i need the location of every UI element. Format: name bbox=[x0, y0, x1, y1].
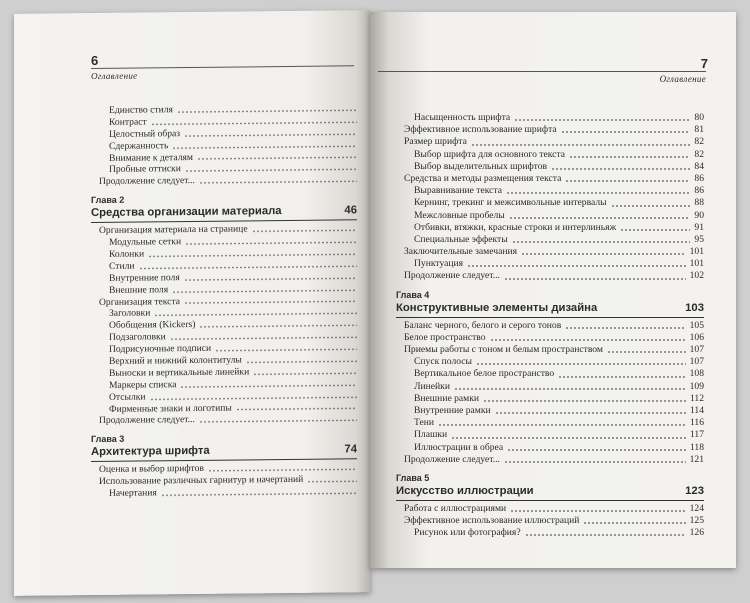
toc-entry-title: Организация текста bbox=[99, 295, 181, 308]
chapter-title-text: Конструктивные элементы дизайна bbox=[396, 301, 598, 314]
chapter-title bbox=[91, 204, 357, 224]
toc-entry-title: Выбор выделительных шрифтов bbox=[414, 160, 548, 172]
toc-entry-page: 117 bbox=[689, 429, 704, 441]
toc-entry-title: Контраст bbox=[109, 116, 147, 128]
toc-entry bbox=[396, 356, 704, 368]
toc-entry-title: Межсловные пробелы bbox=[414, 209, 505, 221]
chapter-label: Глава 2 bbox=[91, 194, 125, 206]
toc-entry bbox=[396, 258, 704, 270]
toc-entry-page: 101 bbox=[689, 246, 704, 258]
toc-entry bbox=[396, 332, 704, 344]
toc-entry-title: Тени bbox=[414, 417, 435, 429]
toc-entry-page: 102 bbox=[689, 270, 704, 282]
leader-dots bbox=[184, 301, 357, 305]
toc-entry bbox=[396, 124, 704, 136]
toc-entry-page: 116 bbox=[689, 417, 704, 429]
toc-entry-title: Приемы работы с тоном и белым пространством bbox=[404, 344, 603, 355]
toc-entry-title: Размер шрифта bbox=[404, 136, 467, 148]
toc-entry bbox=[396, 393, 704, 405]
toc-entry-page: 108 bbox=[689, 368, 704, 380]
toc-entry-page: 114 bbox=[689, 404, 704, 416]
leader-dots bbox=[611, 205, 690, 207]
page-number: 6 bbox=[91, 52, 99, 69]
leader-dots bbox=[569, 156, 690, 158]
toc-entry-page: 101 bbox=[689, 258, 704, 270]
header-rule bbox=[378, 71, 706, 72]
leader-dots bbox=[307, 480, 357, 483]
toc-entry-title: Подрисуночные подписи bbox=[109, 342, 212, 356]
toc-entry bbox=[396, 503, 704, 515]
left-page bbox=[14, 10, 370, 596]
leader-dots bbox=[253, 372, 357, 375]
toc-entry-title: Эффективное использование шрифта bbox=[404, 124, 557, 136]
chapter-title-text: Архитектура шрифта bbox=[91, 445, 210, 459]
leader-dots bbox=[197, 157, 357, 161]
toc-entry-title: Продолжение следует... bbox=[99, 175, 195, 188]
toc-group bbox=[91, 102, 357, 188]
leader-dots bbox=[583, 522, 686, 524]
leader-dots bbox=[184, 277, 357, 281]
toc-entry-title: Эффективное использование иллюстраций bbox=[404, 515, 580, 527]
leader-dots bbox=[246, 360, 357, 363]
toc-entry bbox=[396, 210, 704, 222]
toc-entry-page: 112 bbox=[689, 392, 704, 404]
leader-dots bbox=[495, 412, 686, 414]
leader-dots bbox=[514, 119, 690, 121]
toc-group bbox=[396, 320, 704, 466]
leader-dots bbox=[199, 181, 357, 185]
toc-entry-title: Отбивки, втяжки, красные строки и интерлиньяж bbox=[414, 221, 617, 233]
toc-entry-title: Отсылки bbox=[109, 391, 146, 403]
chapter-page: 123 bbox=[685, 484, 704, 497]
chapter-page: 74 bbox=[344, 443, 357, 456]
toc-entry-title: Продолжение следует... bbox=[404, 270, 500, 282]
toc-entry bbox=[396, 246, 704, 258]
toc-entry-title: Внутренние поля bbox=[109, 271, 180, 284]
leader-dots bbox=[151, 121, 357, 125]
leader-dots bbox=[551, 168, 690, 170]
running-head: Оглавление bbox=[91, 70, 138, 82]
toc-entry-title: Верхний и нижний колонтитулы bbox=[109, 354, 242, 367]
toc-entry-title: Использование различных гарнитур и начертаний bbox=[99, 474, 304, 488]
chapter-label: Глава 3 bbox=[91, 434, 125, 445]
leader-dots bbox=[172, 289, 357, 293]
toc-entry-title: Кернинг, трекинг и межсимвольные интервалы bbox=[414, 197, 607, 209]
leader-dots bbox=[451, 437, 686, 439]
toc-entry bbox=[396, 417, 704, 429]
toc-entry-title: Иллюстрации в обреа bbox=[414, 441, 504, 453]
toc-entry-title: Продолжение следует... bbox=[404, 453, 500, 465]
header-rule bbox=[91, 65, 354, 69]
toc-group bbox=[396, 503, 704, 540]
toc-entry-title: Начертания bbox=[109, 487, 157, 500]
leader-dots bbox=[185, 169, 357, 173]
leader-dots bbox=[177, 109, 357, 113]
toc-entry bbox=[396, 185, 704, 197]
toc-entry-page: 121 bbox=[689, 453, 704, 465]
leader-dots bbox=[483, 400, 686, 402]
leader-dots bbox=[506, 192, 690, 194]
toc-entry bbox=[396, 368, 704, 380]
toc-group bbox=[91, 462, 357, 500]
toc-entry-title: Пунктуация bbox=[414, 258, 464, 270]
leader-dots bbox=[509, 217, 690, 219]
toc-entry bbox=[396, 454, 704, 466]
toc-entry-page: 95 bbox=[694, 233, 704, 245]
chapter-label: Глава 5 bbox=[396, 472, 430, 483]
leader-dots bbox=[199, 325, 357, 329]
toc-entry-title: Маркеры списка bbox=[109, 378, 177, 391]
toc-entry-title: Фирменные знаки и логотипы bbox=[109, 402, 232, 415]
chapter-page: 46 bbox=[344, 204, 357, 217]
leader-dots bbox=[607, 351, 686, 353]
leader-dots bbox=[170, 336, 357, 340]
toc-entry bbox=[396, 161, 704, 173]
leader-dots bbox=[150, 396, 357, 400]
toc-entry-title: Выравнивание текста bbox=[414, 185, 502, 197]
running-head: Оглавление bbox=[659, 74, 706, 84]
chapter-title-text: Искусство иллюстрации bbox=[396, 484, 534, 497]
toc-entry-title: Целостный образ bbox=[109, 127, 181, 140]
toc-entry bbox=[396, 234, 704, 246]
chapter-title-text: Средства организации материала bbox=[91, 205, 282, 220]
leader-dots bbox=[454, 388, 686, 390]
leader-dots bbox=[565, 327, 686, 329]
chapter-title bbox=[396, 301, 704, 318]
chapter-label: Глава 4 bbox=[396, 289, 430, 300]
toc-entry-page: 106 bbox=[689, 331, 704, 343]
toc-entry bbox=[396, 515, 704, 527]
toc-entry-title: Внешние поля bbox=[109, 283, 169, 296]
leader-dots bbox=[512, 241, 690, 243]
leader-dots bbox=[236, 408, 357, 411]
toc-entry bbox=[396, 222, 704, 234]
toc-entry bbox=[396, 173, 704, 185]
toc-left bbox=[91, 102, 357, 500]
toc-entry-title: Оценка и выбор шрифтов bbox=[99, 463, 204, 476]
toc-entry bbox=[396, 442, 704, 454]
toc-entry bbox=[396, 112, 704, 124]
toc-entry-title: Спуск полосы bbox=[414, 356, 472, 368]
toc-entry-page: 81 bbox=[694, 124, 704, 136]
leader-dots bbox=[510, 510, 686, 512]
toc-entry bbox=[396, 429, 704, 441]
toc-entry bbox=[91, 485, 357, 500]
leader-dots bbox=[161, 492, 357, 496]
toc-entry bbox=[396, 381, 704, 393]
toc-entry-page: 90 bbox=[694, 209, 704, 221]
leader-dots bbox=[215, 348, 357, 351]
leader-dots bbox=[172, 145, 357, 149]
toc-entry-title: Обобщения (Kickers) bbox=[109, 319, 196, 332]
toc-entry-title: Выбор шрифта для основного текста bbox=[414, 148, 565, 160]
leader-dots bbox=[199, 420, 357, 424]
toc-entry-title: Внутренние рамки bbox=[414, 404, 491, 416]
leader-dots bbox=[521, 253, 686, 255]
toc-entry-page: 105 bbox=[689, 319, 704, 331]
toc-entry-page: 88 bbox=[694, 197, 704, 209]
leader-dots bbox=[154, 313, 357, 317]
leader-dots bbox=[252, 229, 357, 232]
toc-entry-title: Сдержанность bbox=[109, 139, 169, 152]
toc-entry-page: 125 bbox=[689, 515, 704, 527]
leader-dots bbox=[507, 449, 686, 451]
leader-dots bbox=[558, 376, 686, 378]
leader-dots bbox=[476, 363, 686, 365]
leader-dots bbox=[471, 144, 690, 146]
leader-dots bbox=[467, 265, 686, 267]
leader-dots bbox=[139, 265, 357, 269]
leader-dots bbox=[525, 534, 686, 536]
toc-entry-page: 84 bbox=[694, 160, 704, 172]
leader-dots bbox=[565, 180, 690, 182]
toc-entry bbox=[396, 320, 704, 332]
toc-group bbox=[396, 112, 704, 283]
toc-entry-title: Внешние рамки bbox=[414, 392, 480, 404]
toc-entry-page: 80 bbox=[694, 112, 704, 123]
chapter-title bbox=[91, 443, 357, 463]
leader-dots bbox=[490, 339, 686, 341]
toc-entry-page: 82 bbox=[694, 136, 704, 148]
leader-dots bbox=[561, 131, 690, 133]
toc-entry-title: Белое пространство bbox=[404, 331, 486, 343]
toc-entry-title: Модульные сетки bbox=[109, 236, 182, 248]
toc-entry-title: Единство стиля bbox=[109, 104, 173, 116]
toc-entry-page: 126 bbox=[689, 527, 704, 539]
toc-right bbox=[396, 112, 704, 539]
toc-group bbox=[91, 223, 357, 428]
toc-entry-title: Продолжение следует... bbox=[99, 414, 195, 427]
leader-dots bbox=[438, 424, 686, 426]
toc-entry-title: Заключительные замечания bbox=[404, 246, 518, 258]
leader-dots bbox=[185, 241, 357, 245]
open-book bbox=[14, 12, 736, 594]
toc-entry-title: Заголовки bbox=[109, 307, 151, 320]
toc-entry-page: 109 bbox=[689, 380, 704, 392]
toc-entry-title: Подзаголовки bbox=[109, 331, 166, 344]
leader-dots bbox=[620, 229, 690, 231]
toc-entry-title: Насыщенность шрифта bbox=[414, 112, 511, 123]
leader-dots bbox=[184, 133, 357, 137]
chapter-page: 103 bbox=[685, 301, 704, 314]
toc-entry-page: 107 bbox=[689, 356, 704, 368]
leader-dots bbox=[180, 384, 357, 388]
toc-entry-page: 86 bbox=[694, 185, 704, 197]
toc-entry-title: Работа с иллюстрациями bbox=[404, 502, 507, 514]
toc-entry-title: Линейки bbox=[414, 380, 450, 392]
toc-entry-page: 107 bbox=[689, 344, 704, 355]
toc-entry bbox=[396, 405, 704, 417]
leader-dots bbox=[504, 461, 686, 463]
toc-entry bbox=[396, 136, 704, 148]
leader-dots bbox=[148, 253, 357, 257]
toc-entry bbox=[396, 527, 704, 539]
toc-entry bbox=[396, 270, 704, 282]
toc-entry-title: Внимание к деталям bbox=[109, 151, 193, 164]
chapter-title bbox=[396, 484, 704, 501]
toc-entry bbox=[396, 344, 704, 356]
toc-entry-title: Пробные оттиски bbox=[109, 163, 181, 176]
toc-entry-title: Вертикальное белое пространство bbox=[414, 368, 555, 380]
leader-dots bbox=[504, 278, 686, 280]
toc-entry-page: 124 bbox=[689, 502, 704, 514]
leader-dots bbox=[208, 469, 357, 473]
toc-entry-title: Специальные эффекты bbox=[414, 233, 508, 245]
toc-entry bbox=[396, 197, 704, 209]
toc-entry-page: 91 bbox=[694, 221, 704, 233]
toc-entry-page: 118 bbox=[689, 441, 704, 453]
page-number: 7 bbox=[700, 56, 708, 71]
toc-entry-page: 86 bbox=[694, 172, 704, 184]
toc-entry-page: 82 bbox=[694, 148, 704, 160]
toc-entry-title: Стили bbox=[109, 260, 135, 272]
toc-entry-title: Средства и методы размещения текста bbox=[404, 172, 562, 184]
toc-entry-title: Баланс черного, белого и серого тонов bbox=[404, 319, 562, 331]
toc-entry-title: Плашки bbox=[414, 429, 448, 441]
right-page bbox=[370, 12, 736, 568]
toc-entry bbox=[396, 149, 704, 161]
toc-entry-title: Колонки bbox=[109, 248, 145, 260]
toc-entry-title: Выноски и вертикальные линейки bbox=[109, 366, 250, 379]
toc-entry-title: Рисунок или фотография? bbox=[414, 527, 521, 539]
toc-entry-title: Организация материала на странице bbox=[99, 223, 248, 237]
